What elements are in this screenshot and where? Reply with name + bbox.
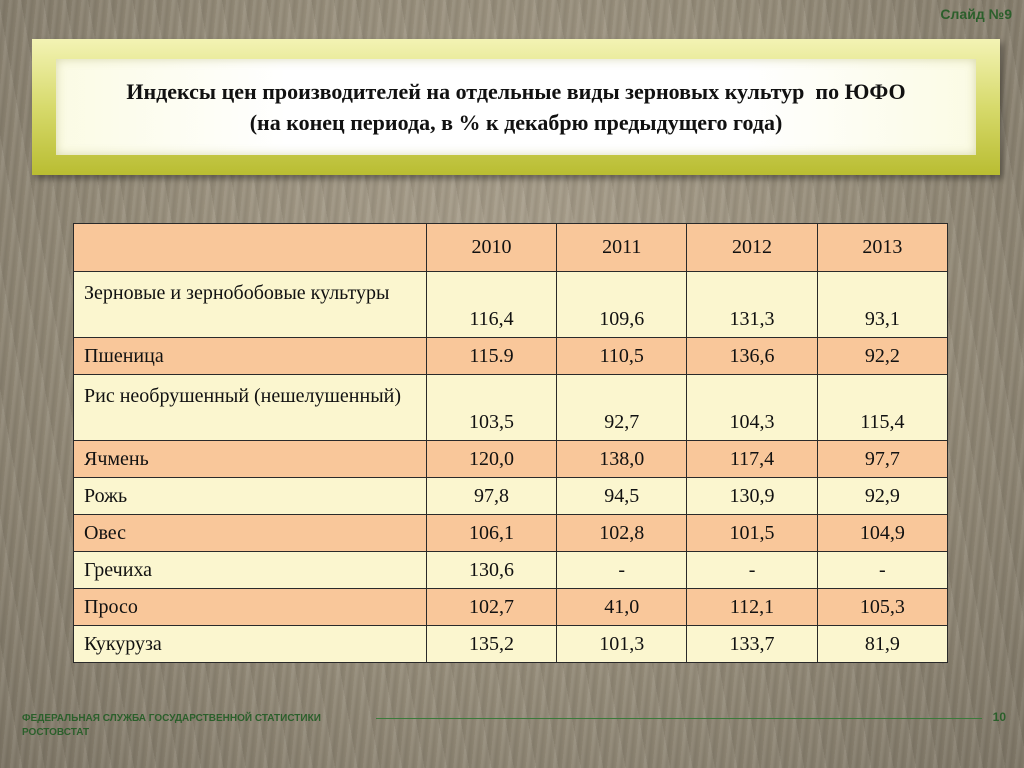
table-row [74,626,948,663]
value-cell: 92,7 [557,375,687,441]
value-cell: 133,7 [687,626,817,663]
title-frame [32,39,1000,175]
value-cell: 105,3 [817,589,947,626]
value-cell: 117,4 [687,441,817,478]
value-cell: 136,6 [687,338,817,375]
value-cell: 120,0 [426,441,556,478]
value-cell: 110,5 [557,338,687,375]
title-panel [56,59,976,155]
row-name-cell: Рожь [74,478,427,515]
value-cell: 115,4 [817,375,947,441]
table-row [74,589,948,626]
footer-organization [22,712,321,740]
value-cell: 138,0 [557,441,687,478]
slide-number-label: Слайд №9 [940,6,1012,22]
row-name-cell: Рис необрушенный (нешелушенный) [74,375,427,441]
value-cell: 97,7 [817,441,947,478]
value-cell: 97,8 [426,478,556,515]
value-cell: 104,3 [687,375,817,441]
value-cell: 130,6 [426,552,556,589]
value-cell: - [687,552,817,589]
table-row [74,375,948,441]
value-cell: 103,5 [426,375,556,441]
header-cell-year: 2012 [687,224,817,272]
value-cell: 92,9 [817,478,947,515]
header-cell-empty [74,224,427,272]
table-row [74,272,948,338]
row-name-cell: Зерновые и зернобобовые культуры [74,272,427,338]
value-cell: - [557,552,687,589]
row-name-cell: Пшеница [74,338,427,375]
table-row [74,478,948,515]
value-cell: 93,1 [817,272,947,338]
value-cell: - [817,552,947,589]
table-row [74,338,948,375]
row-name-cell: Просо [74,589,427,626]
table-row [74,552,948,589]
table-row [74,515,948,552]
value-cell: 106,1 [426,515,556,552]
title-line-1: Индексы цен производителей на отдельные виды зерновых культур по ЮФО [126,79,906,104]
value-cell: 102,7 [426,589,556,626]
value-cell: 115.9 [426,338,556,375]
row-name-cell: Ячмень [74,441,427,478]
footer-org-line-1: ФЕДЕРАЛЬНАЯ СЛУЖБА ГОСУДАРСТВЕННОЙ СТАТИСТИКИ [22,713,321,724]
value-cell: 112,1 [687,589,817,626]
header-cell-year: 2011 [557,224,687,272]
value-cell: 81,9 [817,626,947,663]
value-cell: 135,2 [426,626,556,663]
row-name-cell: Гречиха [74,552,427,589]
title-line-2: (на конец периода, в % к декабрю предыдущего года) [249,110,783,135]
header-cell-year: 2010 [426,224,556,272]
value-cell: 92,2 [817,338,947,375]
table-header-row [74,224,948,272]
value-cell: 102,8 [557,515,687,552]
value-cell: 131,3 [687,272,817,338]
footer-page-number: 10 [992,710,1006,724]
header-cell-year: 2013 [817,224,947,272]
row-name-cell: Кукуруза [74,626,427,663]
table-row [74,441,948,478]
value-cell: 41,0 [557,589,687,626]
value-cell: 104,9 [817,515,947,552]
value-cell: 116,4 [426,272,556,338]
price-index-table [73,223,948,663]
footer-org-line-2: РОСТОВСТАТ [22,727,90,738]
row-name-cell: Овес [74,515,427,552]
value-cell: 94,5 [557,478,687,515]
value-cell: 101,5 [687,515,817,552]
footer-divider [376,718,982,719]
value-cell: 130,9 [687,478,817,515]
value-cell: 109,6 [557,272,687,338]
value-cell: 101,3 [557,626,687,663]
